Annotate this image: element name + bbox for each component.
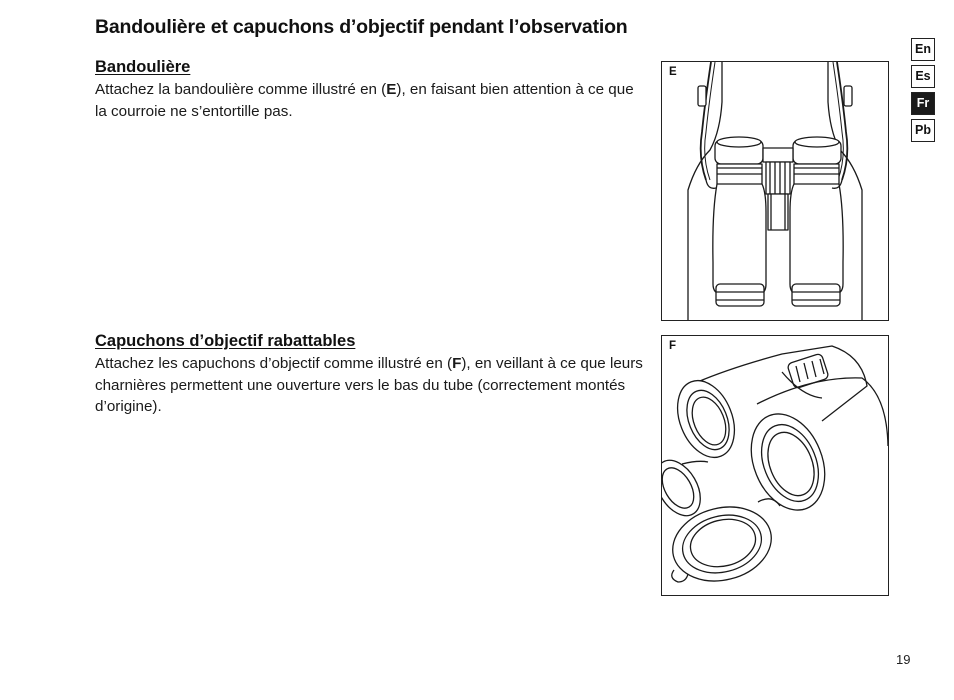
- language-tab-en[interactable]: En: [911, 38, 935, 61]
- language-tab-fr[interactable]: Fr: [911, 92, 935, 115]
- figure-label: F: [669, 340, 677, 352]
- section-heading-strap: Bandoulière: [95, 58, 191, 76]
- text-before: Attachez la bandoulière comme illustré en (: [95, 81, 387, 98]
- language-tab-pb[interactable]: Pb: [911, 119, 935, 142]
- figure-e: [661, 61, 889, 321]
- binoculars-with-lens-caps-illustration-icon: [662, 336, 888, 595]
- page-number: 19: [896, 652, 911, 667]
- figure-reference: E: [386, 81, 397, 98]
- figure-label: E: [669, 66, 677, 78]
- text-after: ), en faisant bien attention à ce que la courroie ne s’entortille pas.: [95, 81, 634, 120]
- figure-f: [661, 335, 889, 596]
- text-after: ), en veillant à ce que leurs charnières permettent une ouverture vers le bas du tube (correctement montés d’origine).: [95, 355, 643, 415]
- section-text-lens-caps: [95, 353, 643, 418]
- section-heading-lens-caps: Capuchons d’objectif rabattables: [95, 332, 356, 350]
- figure-reference: F: [452, 355, 462, 372]
- language-tabs: [911, 38, 935, 146]
- binoculars-with-strap-illustration-icon: [662, 62, 888, 320]
- page-title: Bandoulière et capuchons d’objectif pendant l’observation: [95, 16, 628, 38]
- text-before: Attachez les capuchons d’objectif comme illustré en (: [95, 355, 453, 372]
- section-text-strap: [95, 79, 643, 122]
- language-tab-es[interactable]: Es: [911, 65, 935, 88]
